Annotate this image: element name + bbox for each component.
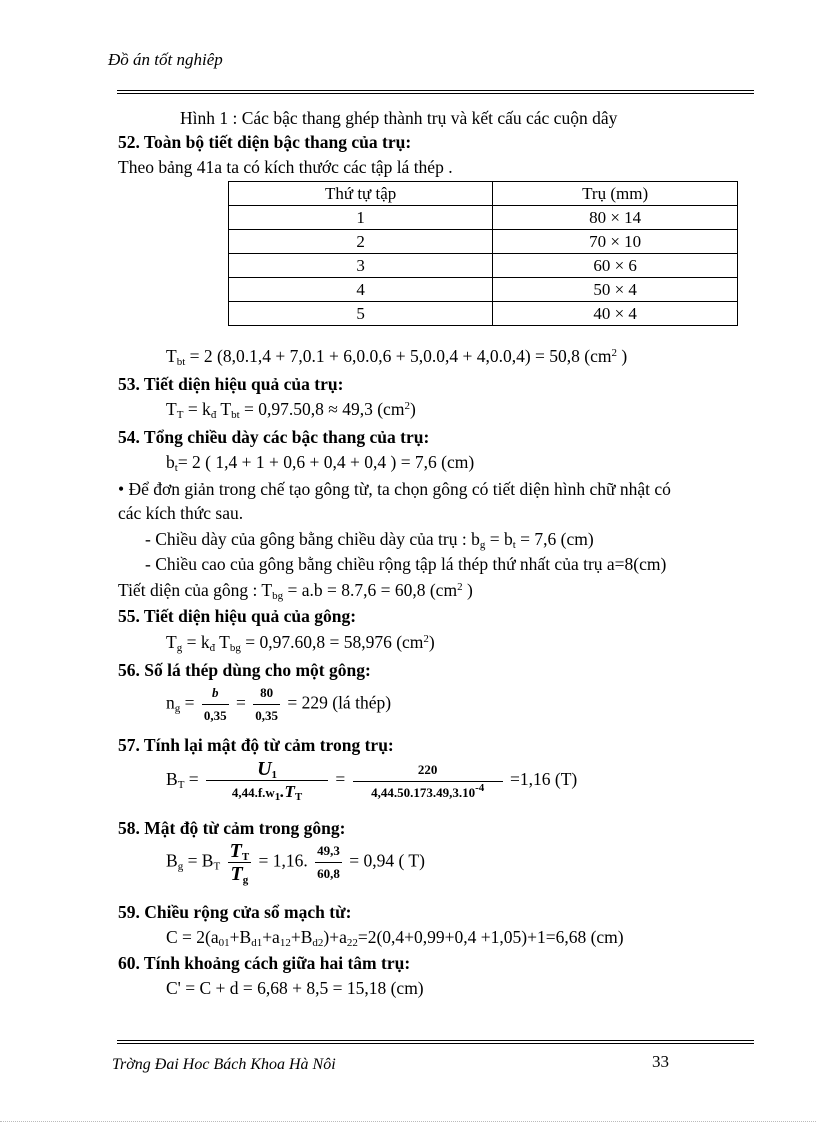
table-row [229, 302, 738, 326]
table-header-cell: Thứ tự tập [229, 182, 493, 206]
table-row [229, 278, 738, 302]
figure-caption: Hình 1 : Các bậc thang ghép thành trụ và kết cấu các cuộn dây [180, 108, 618, 128]
section-55-heading: 55. Tiết diện hiệu quả của gông: [118, 606, 357, 626]
bullet-line-1: • Để đơn giản trong chế tạo gông từ, ta chọn gông có tiết diện hình chữ nhật có [118, 479, 671, 499]
table-row [229, 254, 738, 278]
sheet-count-equation: $n_g$ = $\frac{b}{0,35}$ = $\frac{80}{0,35}$ = 229 (lá thép) [166, 682, 391, 727]
fraction: $\frac{U_1}{4,44.f.w_1.T_T}$ [206, 758, 328, 804]
bullet-line-2: các kích thức sau. [118, 503, 244, 523]
footer-text: Trờng Đai Hoc Bách Khoa Hà Nôi [112, 1056, 336, 1073]
table-cell: 5 [229, 302, 493, 326]
yoke-thickness-item: - Chiều dày của gông bằng chiều dày của trụ : $b_g = b_t = 7,6$ (cm) [145, 529, 594, 551]
section-59-heading: 59. Chiều rộng cửa sổ mạch từ: [118, 902, 352, 922]
fraction: $\frac{49,3}{60,8}$ [315, 840, 342, 885]
table-cell: 70 × 10 [493, 230, 738, 254]
table-cell: 60 × 6 [493, 254, 738, 278]
yoke-height-item: - Chiều cao của gông bằng chiều rộng tập lá thép thứ nhất của trụ a=8(cm) [145, 554, 667, 574]
fraction: $\frac{220}{4,44.50.173.49,3.10^{-4}}$ [353, 759, 503, 804]
footer-rule [117, 1040, 754, 1041]
table-cell: 1 [229, 206, 493, 230]
window-width-equation: $C = 2(a_{01}+B_{d1}+a_{12}+B_{d2})+a_{22}=2(0,4+0,99+0,4 +1,05)+1=6,68$ (cm) [166, 927, 624, 949]
footer-rule-2 [117, 1043, 754, 1044]
yoke-area-equation: Tiết diện của gông : $T_{bg} = a.b = 8.7,6 = 60,8$ ($cm^2$ ) [118, 580, 473, 602]
effective-area-equation: $T_T = k_đ$ $T_{bt} = 0,97.50,8 \approx 49,3$ $(cm^2)$ [166, 399, 416, 421]
yoke-effective-equation: $T_g = k_đ$ $T_{bg} = 0,97.60,8 = 58,976$ $(cm^2)$ [166, 632, 435, 654]
section-53-heading: 53. Tiết diện hiệu quả của trụ: [118, 374, 344, 394]
core-flux-equation: $B_T$ = $\frac{U_1}{4,44.f.w_1.T_T}$ = $\frac{220}{4,44.50.173.49,3.10^{-4}}$ =1,16 (T) [166, 758, 578, 803]
section-52-heading: 52. Toàn bộ tiết diện bậc thang của trụ: [118, 132, 412, 152]
total-area-equation: $T_{bt} = 2$ (8,0.1,4 + 7,0.1 + 6,0.0,6 + 5,0.0,4 + 4,0.0,4) = 50,8 ($cm^2$ ) [166, 346, 628, 368]
fraction: $\frac{80}{0,35}$ [253, 682, 280, 727]
section-58-heading: 58. Mật độ từ cảm trong gông: [118, 818, 346, 838]
table-cell: 50 × 4 [493, 278, 738, 302]
table-cell: 40 × 4 [493, 302, 738, 326]
table-cell: 80 × 14 [493, 206, 738, 230]
section-56-heading: 56. Số lá thép dùng cho một gông: [118, 660, 371, 680]
table-cell: 3 [229, 254, 493, 278]
header-rule [117, 90, 754, 91]
page-number: 33 [652, 1052, 669, 1071]
thickness-equation: $b_t= 2$ ( 1,4 + 1 + 0,6 + 0,4 + 0,4 ) = 7,6 (cm) [166, 452, 475, 474]
table-cell: 2 [229, 230, 493, 254]
table-header-row [229, 182, 738, 206]
lamination-table [228, 181, 738, 326]
center-distance-equation: C' = C + d = 6,68 + 8,5 = 15,18 (cm) [166, 978, 424, 998]
header-title: Đồ án tốt nghiêp [108, 50, 223, 69]
fraction: $\frac{T_T}{T_g}$ [229, 840, 250, 886]
section-54-heading: 54. Tổng chiều dày các bậc thang của trụ: [118, 427, 430, 447]
section-57-heading: 57. Tính lại mật độ từ cảm trong trụ: [118, 735, 394, 755]
fraction: $\frac{b}{0,35}$ [202, 682, 229, 727]
section-60-heading: 60. Tính khoảng cách giữa hai tâm trụ: [118, 953, 411, 973]
table-row [229, 206, 738, 230]
table-header-cell: Trụ (mm) [493, 182, 738, 206]
table-intro: Theo bảng 41a ta có kích thước các tập lá thép . [118, 157, 453, 177]
header-rule-2 [117, 93, 754, 94]
yoke-flux-equation: $B_g = B_T$ $\frac{T_T}{T_g}$ = 1,16. $\frac{49,3}{60,8}$ = 0,94 ( T) [166, 840, 425, 886]
table-cell: 4 [229, 278, 493, 302]
page-edge [0, 1121, 816, 1122]
table-row [229, 230, 738, 254]
